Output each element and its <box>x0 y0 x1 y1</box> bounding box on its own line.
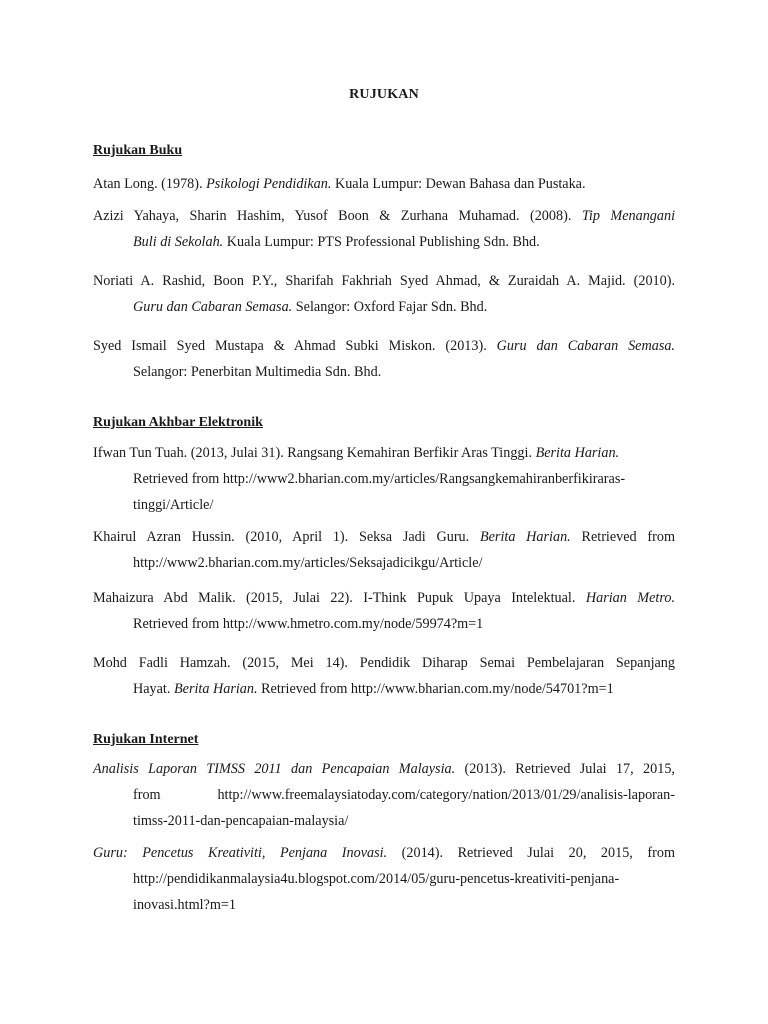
reference-line: Noriati A. Rashid, Boon P.Y., Sharifah Fakhriah Syed Ahmad, & Zuraidah A. Majid. (2010). <box>93 273 675 289</box>
reference-line: timss-2011-dan-pencapaian-malaysia/ <box>133 813 349 829</box>
section-heading-akhbar: Rujukan Akhbar Elektronik <box>93 415 263 430</box>
reference-line: Azizi Yahaya, Sharin Hashim, Yusof Boon & Zurhana Muhamad. (2008). Tip Menangani <box>93 208 676 224</box>
section-heading-internet: Rujukan Internet <box>93 732 199 747</box>
section-heading-buku: Rujukan Buku <box>93 143 183 158</box>
reference-line: Mahaizura Abd Malik. (2015, Julai 22). I-Think Pupuk Upaya Intelektual. Harian Metro. <box>93 590 675 606</box>
reference-entry <box>93 524 675 576</box>
reference-entry <box>93 585 675 637</box>
reference-line: Syed Ismail Syed Mustapa & Ahmad Subki Miskon. (2013). Guru dan Cabaran Semasa. <box>93 338 675 354</box>
reference-line: inovasi.html?m=1 <box>133 897 236 913</box>
reference-entry <box>93 203 675 255</box>
reference-line: http://pendidikanmalaysia4u.blogspot.com/2014/05/guru-pencetus-kreativiti-penjana- <box>133 871 620 887</box>
reference-line: http://www2.bharian.com.my/articles/Seksajadicikgu/Article/ <box>133 555 483 571</box>
reference-entry <box>93 650 675 702</box>
reference-entry <box>93 333 675 385</box>
reference-line: Buli di Sekolah. Kuala Lumpur: PTS Professional Publishing Sdn. Bhd. <box>133 234 540 250</box>
reference-entry <box>93 440 675 518</box>
reference-line: Hayat. Berita Harian. Retrieved from http://www.bharian.com.my/node/54701?m=1 <box>133 681 614 697</box>
page-title: RUJUKAN <box>349 87 419 102</box>
reference-entry <box>93 171 675 197</box>
reference-line: Khairul Azran Hussin. (2010, April 1). Seksa Jadi Guru. Berita Harian. Retrieved from <box>93 529 676 545</box>
reference-line: Selangor: Penerbitan Multimedia Sdn. Bhd. <box>133 364 382 380</box>
reference-line: from http://www.freemalaysiatoday.com/category/nation/2013/01/29/analisis-laporan- <box>133 787 675 803</box>
reference-line: Analisis Laporan TIMSS 2011 dan Pencapaian Malaysia. (2013). Retrieved Julai 17, 2015, <box>93 761 675 777</box>
reference-line: Guru dan Cabaran Semasa. Selangor: Oxford Fajar Sdn. Bhd. <box>133 299 488 315</box>
reference-entry <box>93 756 675 834</box>
reference-line: Retrieved from http://www.hmetro.com.my/node/59974?m=1 <box>133 616 484 632</box>
reference-entry <box>93 840 675 918</box>
reference-line: tinggi/Article/ <box>133 497 214 513</box>
reference-line: Retrieved from http://www2.bharian.com.my/articles/Rangsangkemahiranberfikiraras- <box>133 471 626 487</box>
reference-line: Mohd Fadli Hamzah. (2015, Mei 14). Pendidik Diharap Semai Pembelajaran Sepanjang <box>93 655 675 671</box>
reference-line: Ifwan Tun Tuah. (2013, Julai 31). Rangsang Kemahiran Berfikir Aras Tinggi. Berita Harian. <box>93 445 620 461</box>
reference-line: Atan Long. (1978). Psikologi Pendidikan. Kuala Lumpur: Dewan Bahasa dan Pustaka. <box>93 176 586 192</box>
reference-entry <box>93 268 675 320</box>
reference-line: Guru: Pencetus Kreativiti, Penjana Inovasi. (2014). Retrieved Julai 20, 2015, from <box>93 845 675 861</box>
